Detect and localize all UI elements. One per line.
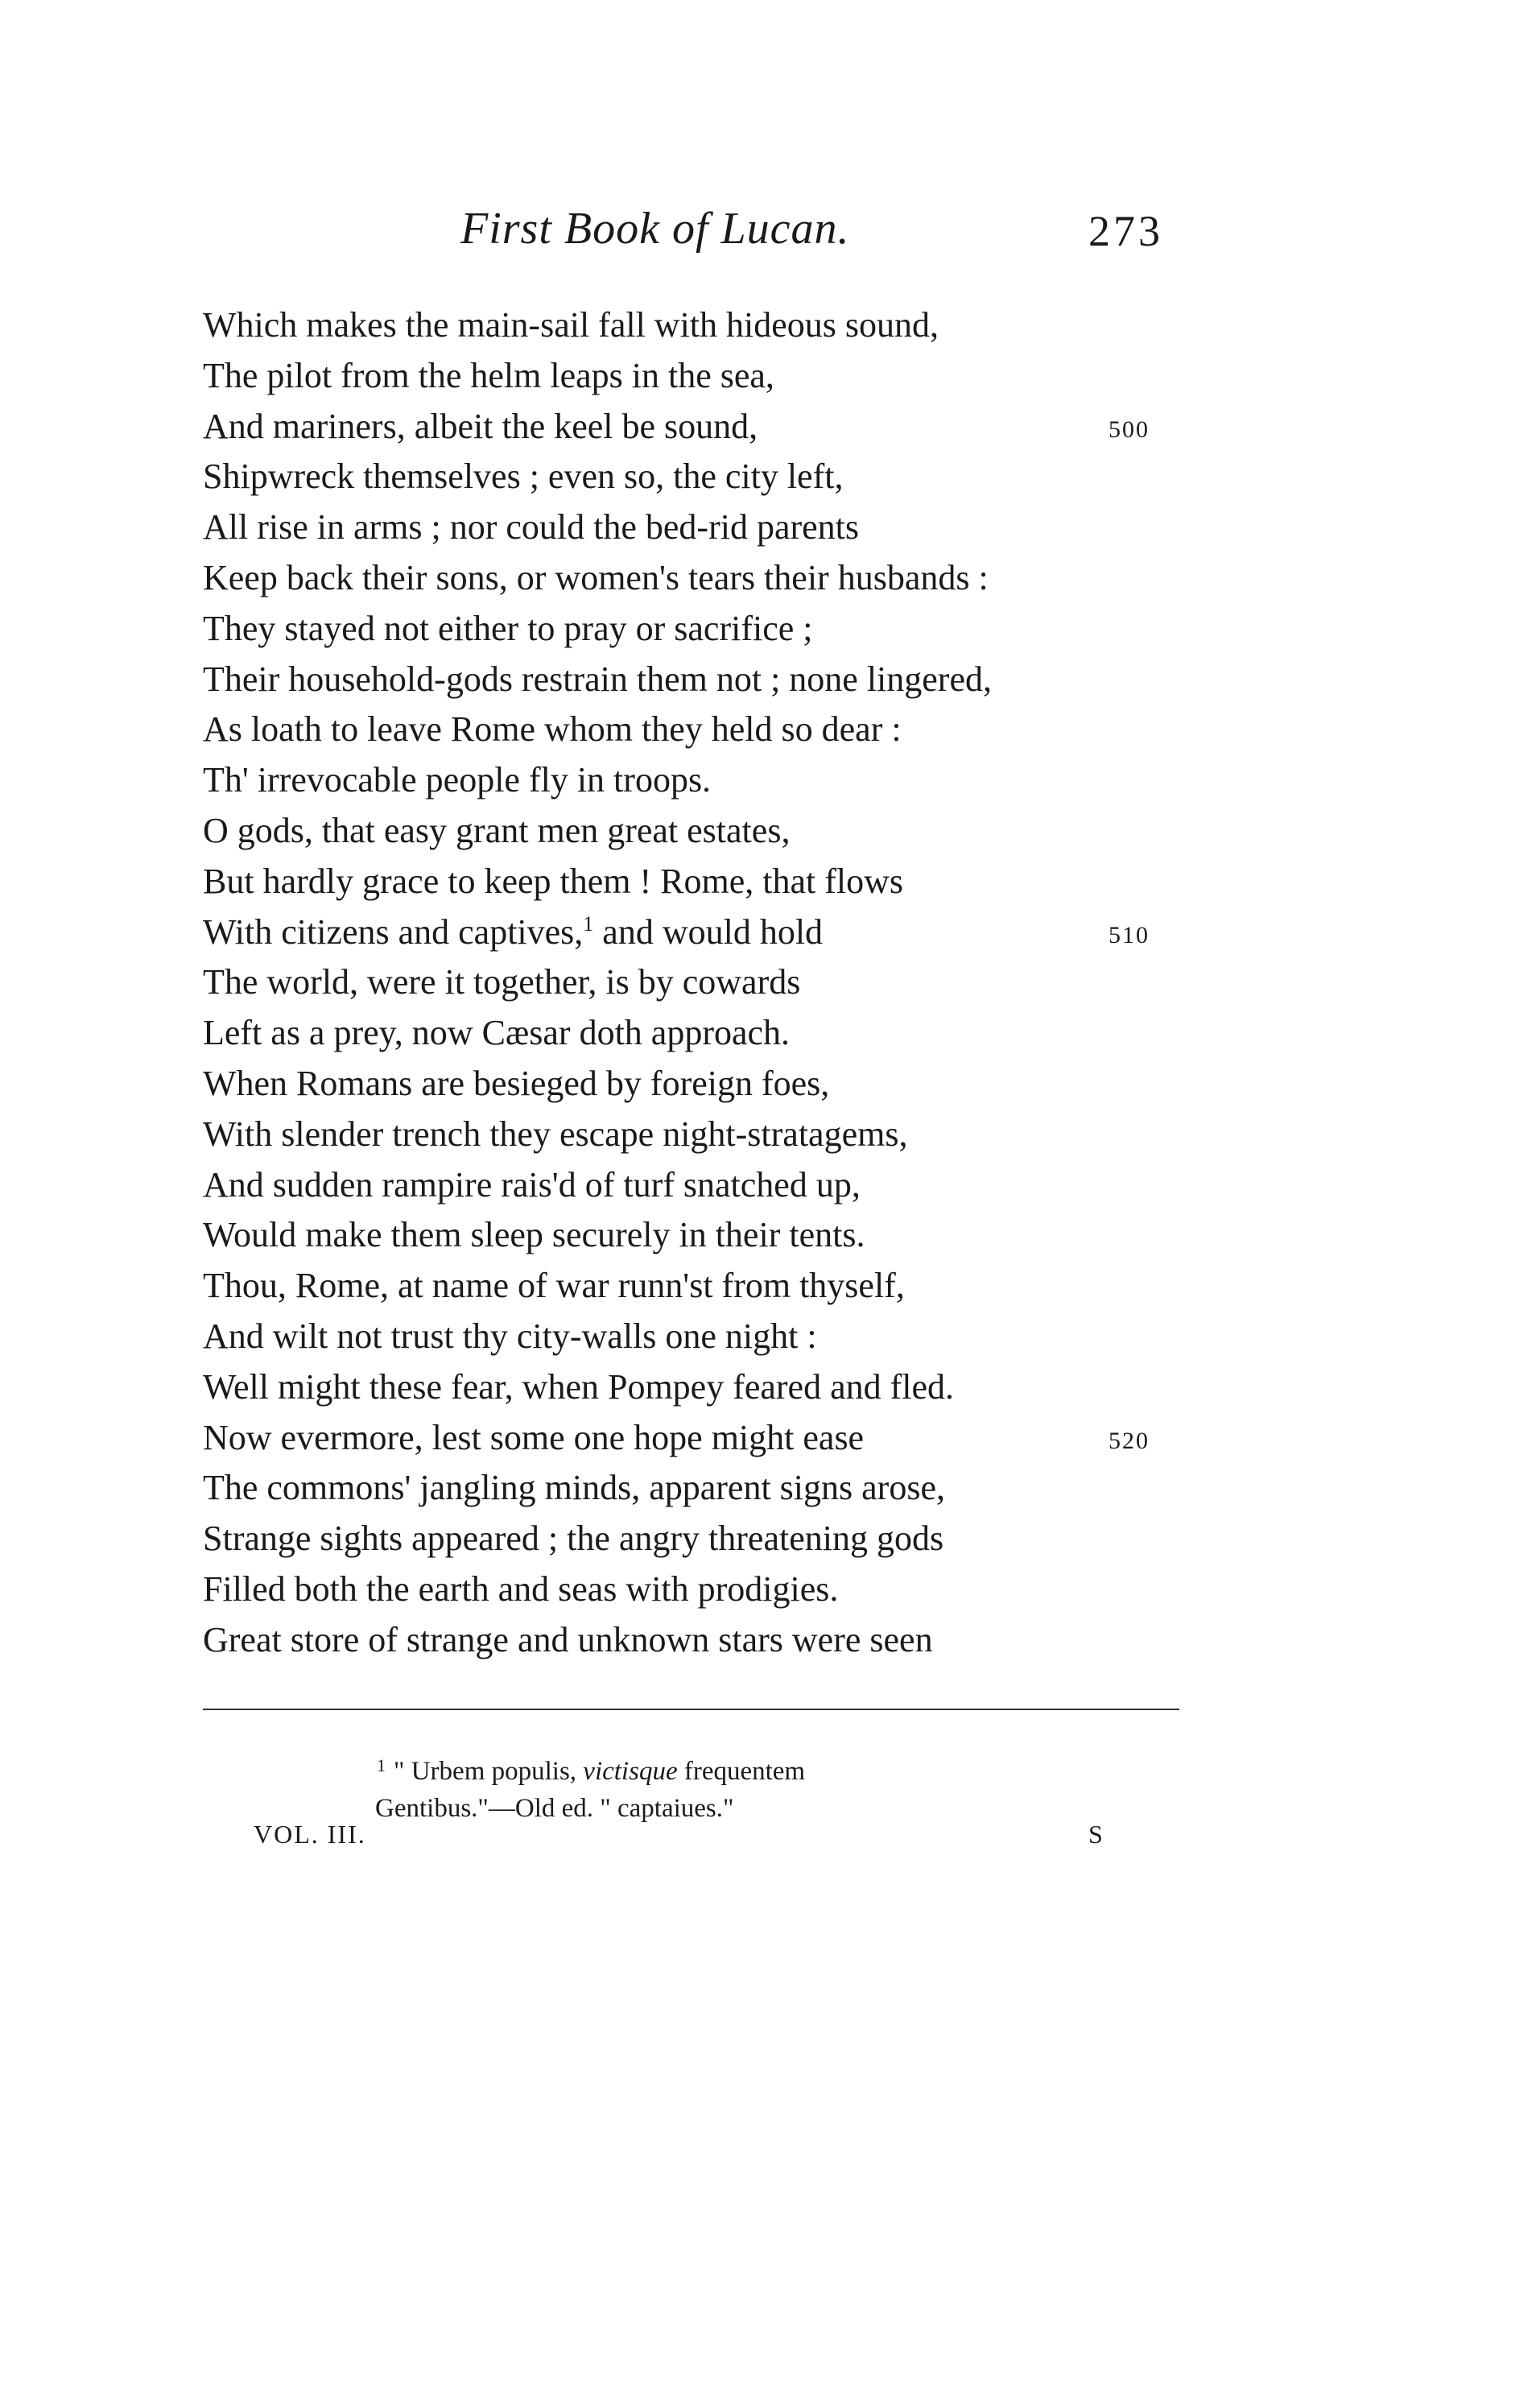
verse-text (203, 1312, 817, 1362)
verse-text-segment: And wilt not trust thy city-walls one night : (203, 1316, 817, 1356)
line-number: 510 (1109, 921, 1150, 948)
footnote (377, 1747, 805, 1827)
footnote-reference: 1 (583, 911, 594, 936)
line-number: 520 (1109, 1427, 1150, 1454)
verse-line (203, 655, 1209, 705)
verse-line (203, 553, 1209, 604)
footnote-continuation: Gentibus."—Old ed. " captaiues." (375, 1794, 734, 1823)
verse-text-segment: Shipwreck themselves ; even so, the city left, (203, 457, 844, 497)
verse-text-segment: Strange sights appeared ; the angry threatening gods (203, 1519, 944, 1559)
verse-text-segment: Thou, Rome, at name of war runn'st from thyself, (203, 1266, 905, 1306)
verse-text-segment: All rise in arms ; nor could the bed-rid parents (203, 507, 860, 548)
volume-signature: VOL. III. (254, 1820, 366, 1849)
verse-text-segment: But hardly grace to keep them ! Rome, that flows (203, 861, 903, 901)
verse-text (203, 655, 992, 705)
verse-text-segment: Keep back their sons, or women's tears their husbands : (203, 557, 989, 597)
verse-line (203, 452, 1209, 502)
verse-text (203, 857, 903, 907)
verse-text-segment: Their household-gods restrain them not ; none lingered, (203, 659, 992, 699)
verse-text (203, 553, 989, 604)
verse-text (203, 300, 939, 351)
verse-text-segment: O gods, that easy grant men great estates, (203, 810, 791, 850)
footnote-italic-word: victisque (583, 1757, 678, 1786)
verse-text (203, 957, 800, 1008)
line-number: 500 (1109, 415, 1150, 443)
verse-text (203, 1008, 790, 1059)
verse-text-segment: The commons' jangling minds, apparent signs arose, (203, 1468, 945, 1508)
verse-line (203, 351, 1209, 402)
verse-text-segment: Th' irrevocable people fly in troops. (203, 760, 712, 800)
footnote-text-a: " Urbem populis, (394, 1757, 584, 1786)
verse-text-segment: Now evermore, lest some one hope might ease (203, 1417, 865, 1457)
verse-text-segment: As loath to leave Rome whom they held so dear : (203, 709, 902, 750)
verse-text (203, 1463, 945, 1514)
verse-text-segment: Well might these fear, when Pompey feared and fled. (203, 1366, 955, 1407)
verse-line (203, 1160, 1209, 1211)
verse-line (203, 1210, 1209, 1261)
verse-line (203, 857, 1209, 907)
verse-line (203, 1463, 1209, 1514)
verse-text-segment: and would hold (593, 911, 824, 952)
verse-text (203, 1210, 865, 1261)
verse-text (203, 1160, 861, 1211)
verse-line (203, 1008, 1209, 1059)
verse-line (203, 1615, 1209, 1666)
verse-line (203, 806, 1209, 857)
verse-text (203, 1564, 838, 1615)
verse-text-segment: When Romans are besieged by foreign foes, (203, 1063, 830, 1103)
verse-line (203, 755, 1209, 806)
verse-text (203, 1362, 954, 1413)
verse-line (203, 705, 1209, 755)
verse-line (203, 502, 1209, 553)
verse-text (203, 402, 758, 453)
footnote-text-b: frequentem (677, 1757, 806, 1786)
verse-line (203, 1110, 1209, 1160)
verse-line (203, 1312, 1209, 1362)
verse-text-segment: And sudden rampire rais'd of turf snatched up, (203, 1164, 861, 1205)
verse-line (203, 1514, 1209, 1564)
verse-text-segment: Which makes the main-sail fall with hideous sound, (203, 305, 939, 345)
verse-line (203, 1059, 1209, 1110)
verse-text-segment: Great store of strange and unknown stars were seen (203, 1619, 933, 1659)
verse-line (203, 402, 1209, 453)
verse-text-segment: Would make them sleep securely in their tents. (203, 1215, 865, 1255)
verse-text (203, 1413, 864, 1464)
verse-text (203, 755, 711, 806)
verse-text-segment: The pilot from the helm leaps in the sea, (203, 355, 774, 395)
gathering-signature: S (1088, 1820, 1103, 1849)
verse-line (203, 1261, 1209, 1312)
verse-text (203, 1514, 943, 1564)
verse-text-segment: With citizens and captives, (203, 911, 584, 952)
verse-text (203, 705, 902, 755)
verse-text-segment: Left as a prey, now Cæsar doth approach. (203, 1013, 791, 1053)
verse-text (203, 452, 843, 502)
verse-text (203, 907, 823, 958)
verse-text (203, 502, 859, 553)
poem-body (203, 300, 1209, 1666)
footnote-divider (203, 1709, 1179, 1710)
verse-text (203, 604, 812, 655)
verse-line (203, 604, 1209, 655)
verse-text-segment: Filled both the earth and seas with prodigies. (203, 1568, 839, 1609)
verse-text-segment: They stayed not either to pray or sacrifice ; (203, 608, 813, 648)
verse-text (203, 806, 790, 857)
running-title: First Book of Lucan. (460, 204, 850, 254)
verse-line (203, 1362, 1209, 1413)
verse-text (203, 1110, 907, 1160)
verse-line (203, 300, 1209, 351)
verse-text (203, 1261, 905, 1312)
page-number: 273 (1088, 207, 1163, 255)
verse-line (203, 1564, 1209, 1615)
verse-text-segment: And mariners, albeit the keel be sound, (203, 406, 758, 446)
verse-text-segment: With slender trench they escape night-stratagems, (203, 1114, 908, 1154)
verse-text (203, 1615, 933, 1666)
verse-text (203, 1059, 829, 1110)
verse-line (203, 957, 1209, 1008)
verse-line (203, 907, 1209, 958)
verse-text-segment: The world, were it together, is by cowards (203, 962, 801, 1002)
verse-line (203, 1413, 1209, 1464)
footnote-marker: 1 (377, 1755, 386, 1775)
verse-text (203, 351, 774, 402)
